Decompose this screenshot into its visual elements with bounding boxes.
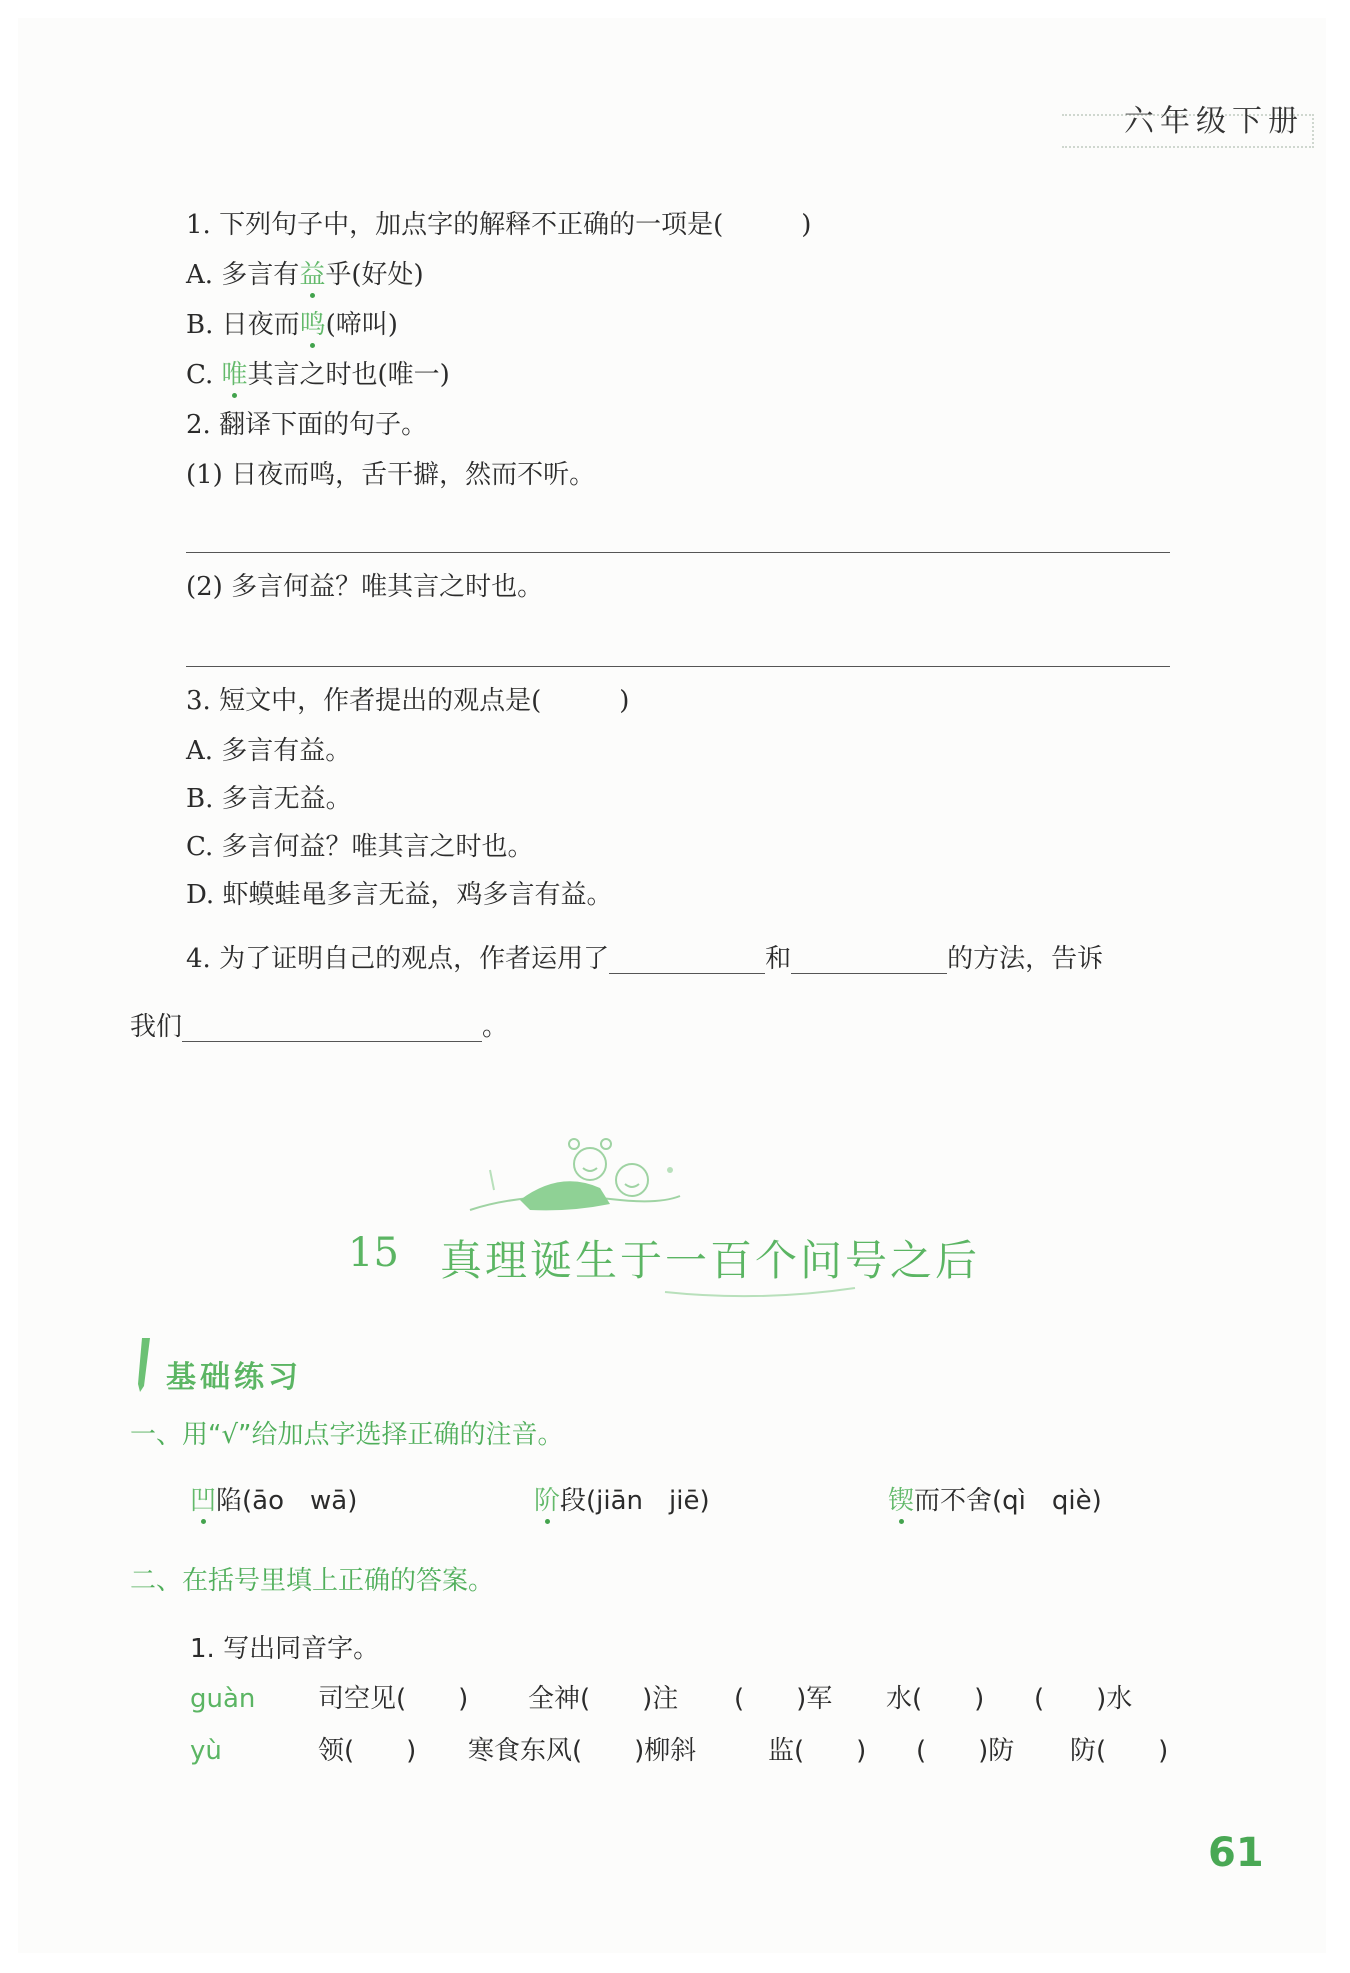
pencil-icon bbox=[130, 1336, 160, 1394]
row1-item-4: 水( ) bbox=[886, 1684, 985, 1714]
q1-option-c-dotted: 唯 bbox=[221, 360, 248, 390]
row2-item-5: 防( ) bbox=[1070, 1736, 1169, 1766]
q4-line-1 bbox=[186, 944, 1103, 974]
q4-text-2: 和 bbox=[765, 944, 792, 974]
ex1-item-1-dotted: 凹 bbox=[190, 1486, 217, 1516]
q1-option-c bbox=[186, 360, 450, 390]
children-illustration bbox=[460, 1130, 700, 1230]
q4-blank-3[interactable] bbox=[182, 1015, 482, 1042]
row2-item-2: 寒食东风( )柳斜 bbox=[468, 1736, 697, 1766]
q4-text-3: 的方法，告诉 bbox=[947, 944, 1104, 974]
row2-item-4: ( )防 bbox=[916, 1736, 1015, 1766]
row2-item-3: 监( ) bbox=[768, 1736, 867, 1766]
lesson-number: 15 bbox=[348, 1230, 399, 1276]
ex1-item-3 bbox=[888, 1486, 1102, 1516]
title-swoosh bbox=[660, 1282, 860, 1302]
ex1-item-2-rest: 段(jiān jiē) bbox=[560, 1486, 710, 1516]
q1-option-c-post: 其言之时也(唯一) bbox=[247, 360, 450, 390]
row2-pinyin: yù bbox=[190, 1736, 222, 1766]
q1-stem: 1. 下列句子中，加点字的解释不正确的一项是( ) bbox=[186, 210, 812, 240]
row1-pinyin: guàn bbox=[190, 1684, 256, 1714]
q1-option-c-pre: C. bbox=[186, 360, 222, 390]
q3-stem: 3. 短文中，作者提出的观点是( ) bbox=[186, 686, 630, 716]
ex1-item-2-dotted: 阶 bbox=[534, 1486, 561, 1516]
q4-text-1: 4. 为了证明自己的观点，作者运用了 bbox=[186, 944, 610, 974]
q4-line-2 bbox=[130, 1012, 508, 1042]
q1-option-b-pre: B. 日夜而 bbox=[186, 310, 300, 340]
row1-item-2: 全神( )注 bbox=[528, 1684, 679, 1714]
q1-option-b bbox=[186, 310, 398, 340]
q3-option-c: C. 多言何益？唯其言之时也。 bbox=[186, 832, 534, 862]
q1-option-a-post: 乎(好处) bbox=[325, 260, 424, 290]
q1-option-a-pre: A. 多言有 bbox=[186, 260, 300, 290]
lesson-title: 真理诞生于一百个问号之后 bbox=[440, 1236, 981, 1285]
q4-blank-1[interactable] bbox=[609, 947, 765, 974]
q1-option-a-dotted: 益 bbox=[299, 260, 326, 290]
ex1-item-2 bbox=[534, 1486, 710, 1516]
ex1-item-3-rest: 而不舍(qì qiè) bbox=[914, 1486, 1102, 1516]
ex1-heading: 一、用“√”给加点字选择正确的注音。 bbox=[130, 1420, 564, 1450]
q2-sentence-2: (2) 多言何益？唯其言之时也。 bbox=[186, 572, 544, 602]
grade-label: 六年级下册 bbox=[1124, 104, 1304, 139]
row2-item-1: 领( ) bbox=[318, 1736, 417, 1766]
q2-sentence-1: (1) 日夜而鸣，舌干擗，然而不听。 bbox=[186, 460, 596, 490]
row1-item-3: ( )军 bbox=[734, 1684, 833, 1714]
row1-item-5: ( )水 bbox=[1034, 1684, 1133, 1714]
q3-option-a: A. 多言有益。 bbox=[186, 736, 352, 766]
q2-answer-line-1[interactable] bbox=[186, 552, 1170, 553]
q3-option-b: B. 多言无益。 bbox=[186, 784, 352, 814]
q4-blank-2[interactable] bbox=[791, 947, 947, 974]
q1-option-a bbox=[186, 260, 424, 290]
ex1-item-1 bbox=[190, 1486, 357, 1516]
q1-option-b-post: (啼叫) bbox=[325, 310, 398, 340]
q1-option-b-dotted: 鸣 bbox=[299, 310, 326, 340]
ex2-heading: 二、在括号里填上正确的答案。 bbox=[130, 1566, 495, 1596]
page-number: 61 bbox=[1208, 1830, 1264, 1876]
q3-option-d: D. 虾蟆蛙黾多言无益，鸡多言有益。 bbox=[186, 880, 613, 910]
q2-stem: 2. 翻译下面的句子。 bbox=[186, 410, 428, 440]
q4-text-5: 。 bbox=[482, 1012, 509, 1042]
q4-text-4: 我们 bbox=[130, 1012, 183, 1042]
q2-answer-line-2[interactable] bbox=[186, 666, 1170, 667]
section-title: 基础练习 bbox=[166, 1360, 302, 1395]
ex1-item-3-dotted: 锲 bbox=[888, 1486, 915, 1516]
ex2-subheading: 1. 写出同音字。 bbox=[190, 1634, 380, 1664]
row1-item-1: 司空见( ) bbox=[318, 1684, 469, 1714]
ex1-item-1-rest: 陷(āo wā) bbox=[216, 1486, 358, 1516]
